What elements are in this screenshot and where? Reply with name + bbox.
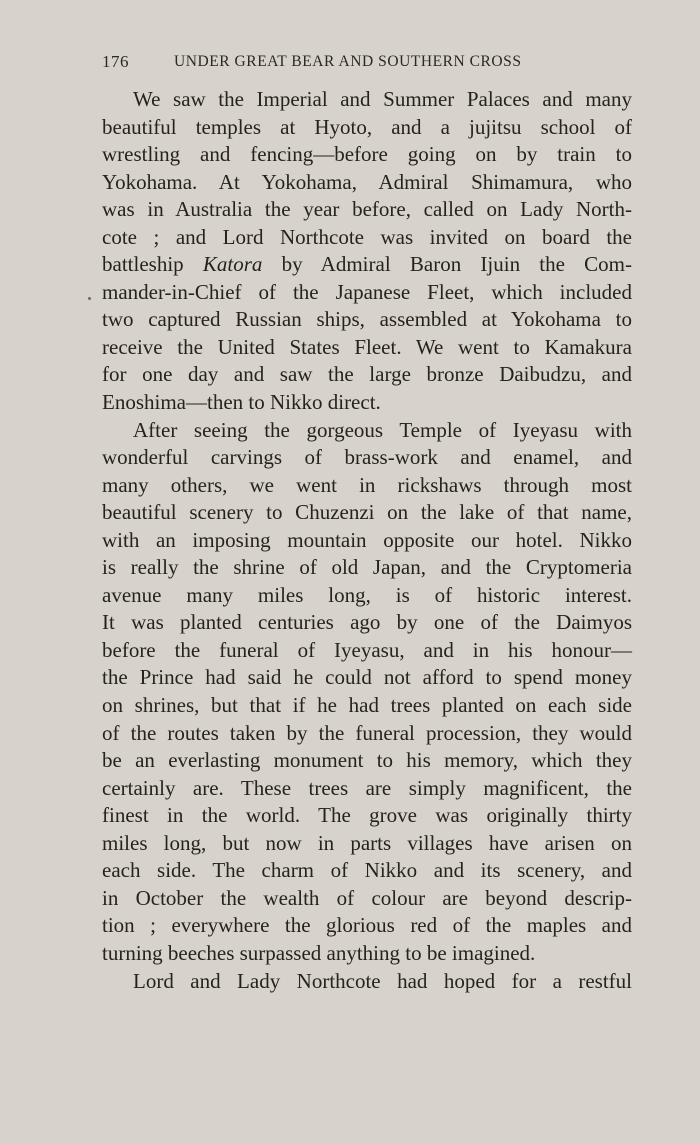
text-line: finest in the world. The grove was originally thirty [102,803,632,828]
text-line: before the funeral of Iyeyasu, and in his honour— [102,637,632,662]
page-number: 176 [102,52,129,71]
text-line: cote ; and Lord Northcote was invited on board the [102,224,632,249]
text-line: on shrines, but that if he had trees planted on each side [102,693,632,718]
text-line: was in Australia the year before, called on Lady North- [102,197,632,222]
ship-name-italic: Katora [202,252,263,277]
text-line: many others, we went in rickshaws through most [102,472,632,497]
text-line: battleship Katora by Admiral Baron Ijuin the Com- [102,252,632,277]
text-line: in October the wealth of colour are beyond descrip- [102,885,632,910]
text-line: certainly are. These trees are simply magnificent, the [102,775,632,800]
text-line: beautiful temples at Hyoto, and a jujitsu school of [102,114,632,139]
text-line: each side. The charm of Nikko and its scenery, and [102,858,632,883]
text-line: be an everlasting monument to his memory, which they [102,748,632,773]
body-text [102,86,632,995]
text-line: for one day and saw the large bronze Daibudzu, and [102,362,632,387]
text-line: two captured Russian ships, assembled at Yokohama to [102,307,632,332]
text-line: Enoshima—then to Nikko direct. [102,390,381,415]
stray-ink-mark [88,297,91,300]
text-line: After seeing the gorgeous Temple of Iyeyasu with [133,417,632,442]
text-line: with an imposing mountain opposite our hotel. Nikko [102,527,632,552]
text-line: Yokohama. At Yokohama, Admiral Shimamura, who [102,169,632,194]
running-title: UNDER GREAT BEAR AND SOUTHERN CROSS [174,53,522,70]
text-line: wonderful carvings of brass-work and enamel, and [102,445,632,470]
text-line: We saw the Imperial and Summer Palaces and many [133,87,632,111]
text-line: Lord and Lady Northcote had hoped for a restful [133,968,632,993]
text-line: tion ; everywhere the glorious red of the maples and [102,913,632,938]
text-line: It was planted centuries ago by one of the Daimyos [102,610,632,635]
text-line: beautiful scenery to Chuzenzi on the lake of that name, [102,500,632,525]
text-line: receive the United States Fleet. We went to Kamakura [102,334,632,359]
text-line: mander-in-Chief of the Japanese Fleet, which included [102,279,632,304]
text-line: wrestling and fencing—before going on by train to [102,142,632,167]
text-line: miles long, but now in parts villages have arisen on [102,830,632,855]
text-line: the Prince had said he could not afford to spend money [102,665,632,690]
text-line: is really the shrine of old Japan, and the Cryptomeria [102,555,632,580]
text-line: of the routes taken by the funeral procession, they would [102,720,632,745]
running-header [102,52,632,78]
text-line: avenue many miles long, is of historic interest. [102,582,632,607]
text-line: turning beeches surpassed anything to be imagined. [102,940,536,965]
